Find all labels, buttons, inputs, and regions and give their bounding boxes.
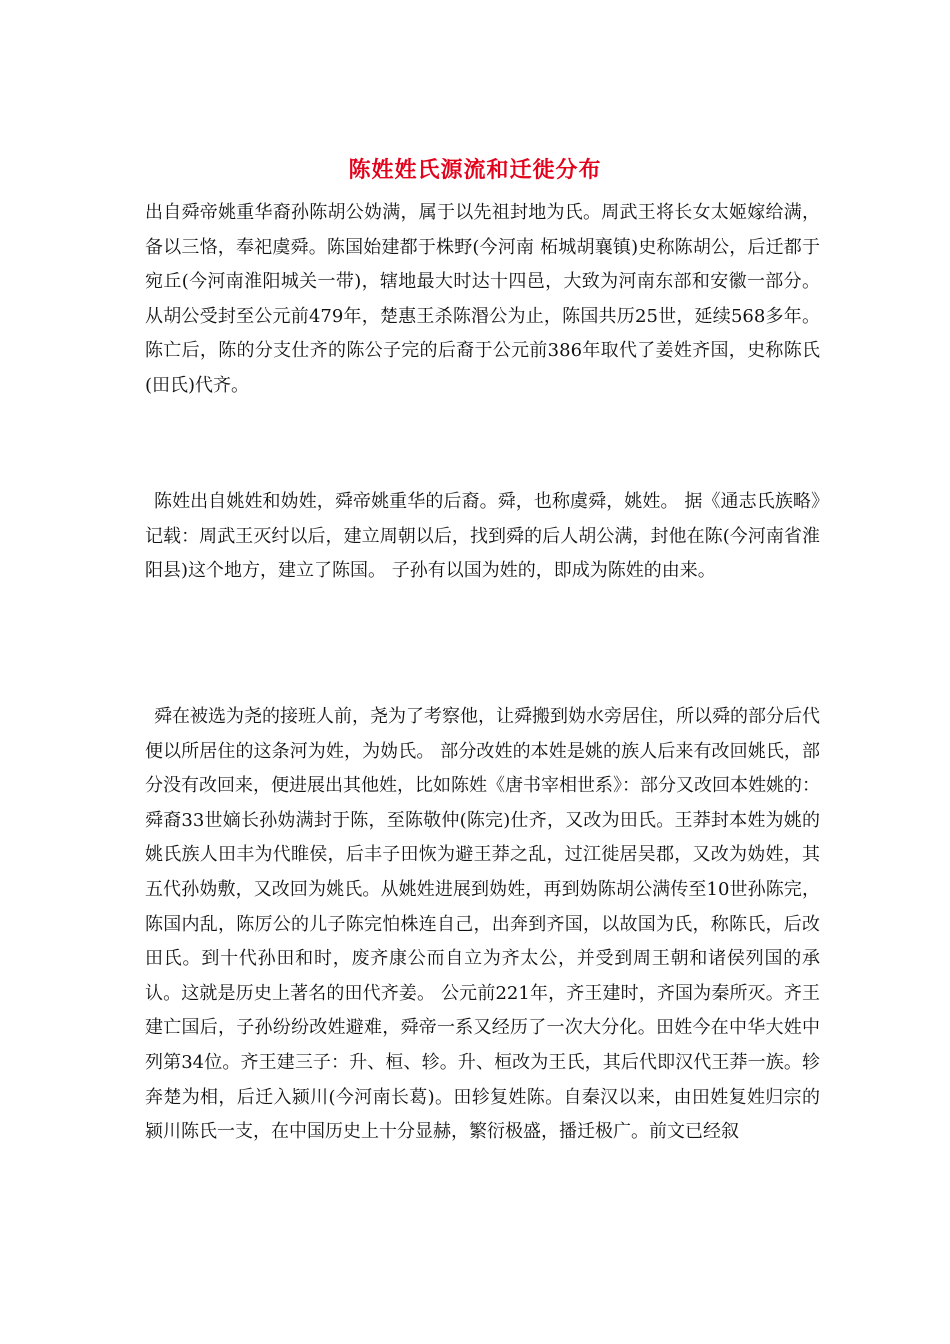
document-title: 陈姓姓氏源流和迁徙分布 xyxy=(348,157,602,183)
paragraph-tongzhi: 陈姓出自姚姓和妫姓，舜帝姚重华的后裔。舜，也称虞舜，姚姓。 据《通志氏族略》记载：周武王灭纣以后，建立周朝以后，找到舜的后人胡公满，封他在陈(今河南省淮阳县)这个地方，建立了陈国。 子孙有以国为姓的，即成为陈姓的由来。 xyxy=(145,491,820,582)
paragraph-origin: 出自舜帝姚重华裔孙陈胡公妫满，属于以先祖封地为氏。周武王将长女太姬嫁给满，备以三恪，奉祀虞舜。陈国始建都于株野(今河南 柘城胡襄镇)史称陈胡公，后迁都于宛丘(今河南淮阳城关一带)，辖地最大时达十四邑，大致为河南东部和安徽一部分。从胡公受封至公元前479年，楚惠王杀陈湣公为止，陈国共历25世，延续568多年。陈亡后，陈的分支仕齐的陈公子完的后裔于公元前386年取代了姜姓齐国，史称陈氏(田氏)代齐。 xyxy=(145,202,820,396)
paragraph-migration: 舜在被选为尧的接班人前，尧为了考察他，让舜搬到妫水旁居住，所以舜的部分后代便以所居住的这条河为姓，为妫氏。 部分改姓的本姓是姚的族人后来有改回姚氏，部分没有改回来，便进展出其他姓，比如陈姓《唐书宰相世系》：部分又改回本姓姚的：舜裔33世嫡长孙妫满封于陈，至陈敬仲(陈完)仕齐，又改为田氏。王莽封本姓为姚的姚氏族人田丰为代睢侯，后丰子田恢为避王莽之乱，过江徙居吴郡，又改为妫姓，其五代孙妫敷，又改回为姚氏。从姚姓进展到妫姓，再到妫陈胡公满传至10世孙陈完，陈国内乱，陈厉公的儿子陈完怕株连自己，出奔到齐国，以故国为氏，称陈氏，后改田氏。到十代孙田和时，废齐康公而自立为齐太公，并受到周王朝和诸侯列国的承认。这就是历史上著名的田代齐姜。 公元前221年，齐王建时，齐国为秦所灭。齐王建亡国后，子孙纷纷改姓避难，舜帝一系又经历了一次大分化。田姓今在中华大姓中列第34位。齐王建三子：升、桓、轸。升、桓改为王氏，其后代即汉代王莽一族。轸奔楚为相，后迁入颍川(今河南长葛)。田轸复姓陈。自秦汉以来，由田姓复姓归宗的颍川陈氏一支，在中国历史上十分显赫，繁衍极盛，播迁极广。前文已经叙 xyxy=(145,706,820,1143)
